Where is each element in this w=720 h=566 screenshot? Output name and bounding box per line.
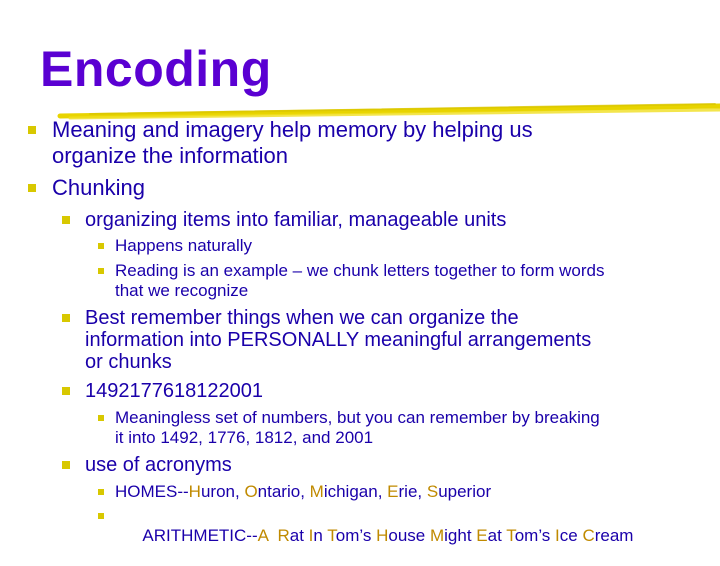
acronym-line [115,506,633,566]
acronym-initial: E [387,482,399,501]
acronym-rest: rie, [398,482,427,501]
acronym-initial: I [555,526,560,545]
bullet-marker [98,243,104,249]
bullet-text: information into PERSONALLY meaningful arrangements [85,329,592,351]
bullet-marker [28,184,36,192]
bullet-text: 1492177618122001 [85,380,263,402]
acronym-rest: uperior [438,482,492,501]
bullet-text: it into 1492, 1776, 1812, and 2001 [115,428,374,447]
bullet-number-sequence [85,380,263,402]
acronym-rest: at [487,526,507,545]
acronym-initial: O [244,482,258,501]
bullet-marker [62,461,70,469]
bullet-happens-naturally [115,236,252,256]
bullet-acronyms [85,454,232,476]
bullet-text: organize the information [52,143,289,168]
acronym-rest: ouse [388,526,430,545]
bullet-marker [62,314,70,322]
acronym-rest: n [313,526,328,545]
bullet-marker [98,513,104,519]
acronym-line [115,482,491,502]
acronym-initial: S [426,482,439,501]
bullet-marker [62,387,70,395]
bullet-chunking [52,175,145,201]
bullet-text: or chunks [85,351,172,373]
acronym-initial: H [376,526,389,545]
slide-title: Encoding [40,41,272,97]
bullet-best-remember [85,307,591,373]
acronym-rest: uron, [200,482,245,501]
acronym-prefix: HOMES-- [115,482,189,501]
bullet-meaning-imagery [52,117,533,169]
bullet-text: Meaningless set of numbers, but you can remember by breaking [115,408,600,427]
bullet-text: Happens naturally [115,236,253,255]
acronym-rest: at [289,526,309,545]
bullet-text: use of acronyms [85,454,232,476]
acronym-rest: ight [444,526,477,545]
bullet-text: that we recognize [115,281,249,300]
acronym-initial: T [327,526,336,545]
acronym-initial: M [429,526,445,545]
acronym-initial: R [277,526,290,545]
acronym-prefix: ARITHMETIC-- [142,526,258,545]
bullet-marker [98,268,104,274]
bullet-marker [98,415,104,421]
bullet-text: Chunking [52,175,145,200]
acronym-rest: om’s [514,526,556,545]
bullet-organizing-items [85,209,506,231]
acronym-rest: ntario, [257,482,310,501]
acronym-initial: C [582,526,595,545]
acronym-rest: ream [594,526,634,545]
bullet-homes-acronym [115,482,491,502]
acronym-initial: M [309,482,324,501]
bullet-marker [28,126,36,134]
bullet-text: Reading is an example – we chunk letters together to form words [115,261,605,280]
bullet-arithmetic-acronym [115,506,633,566]
acronym-rest: ichigan, [323,482,388,501]
acronym-initial: E [476,526,488,545]
acronym-rest: ce [559,526,583,545]
acronym-initial: H [188,482,201,501]
bullet-meaningless-set [115,408,600,448]
bullet-text: Best remember things when we can organize the [85,307,519,329]
acronym-initial: I [308,526,314,545]
acronym-rest: om’s [335,526,377,545]
bullet-marker [62,216,70,224]
bullet-reading-example [115,261,604,301]
bullet-marker [98,489,104,495]
bullet-text: organizing items into familiar, manageable units [85,209,507,231]
acronym-initial: T [506,526,515,545]
acronym-initial: A [257,526,269,545]
bullet-text: Meaning and imagery help memory by helping us [52,117,533,142]
